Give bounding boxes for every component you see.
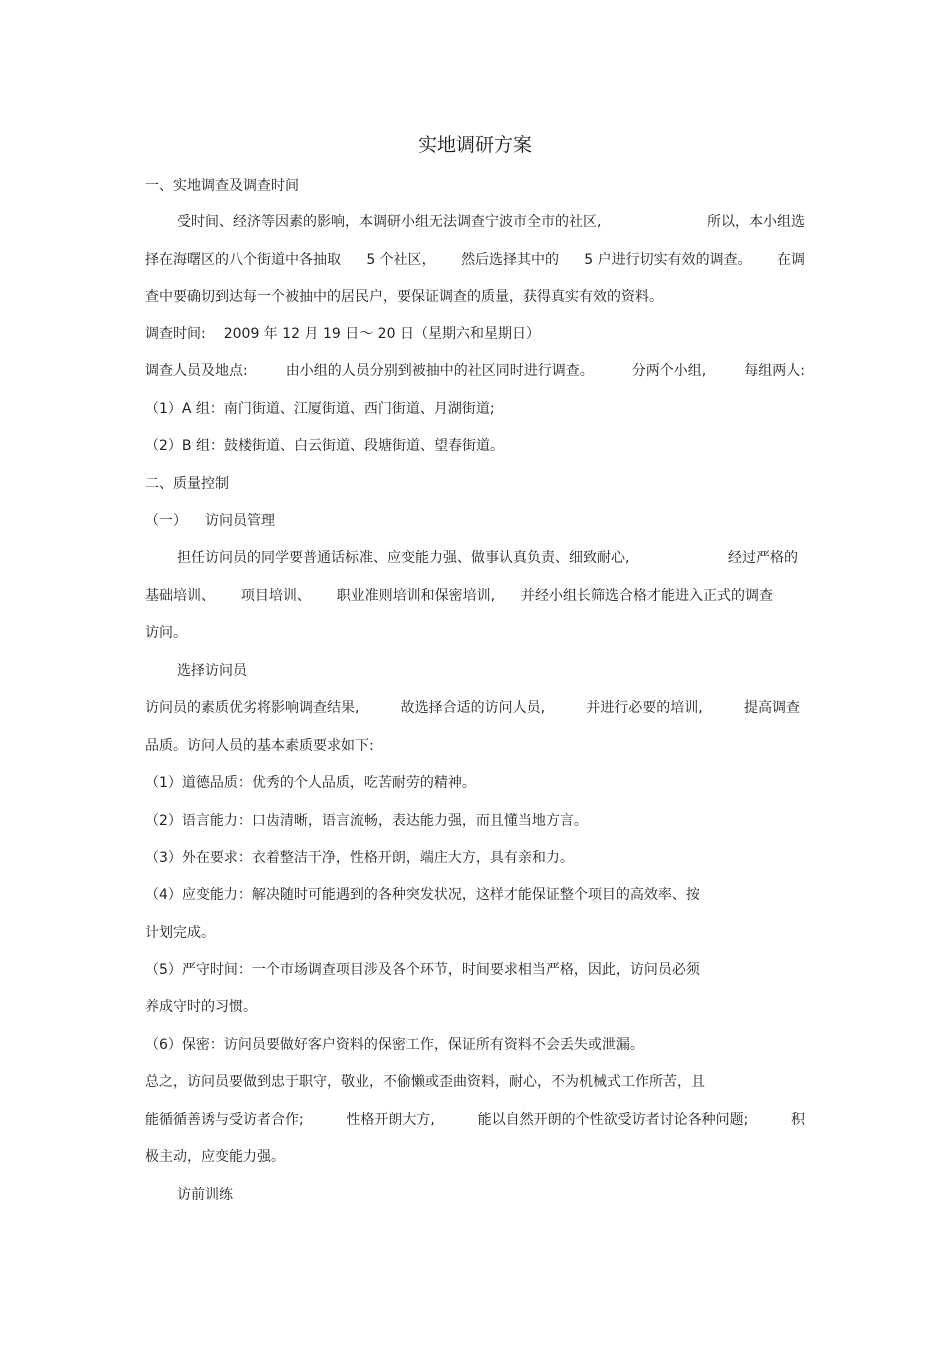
- survey-time: 调查时间: 2009 年 12 月 19 日～ 20 日（星期六和星期日）: [145, 326, 540, 342]
- paragraph-line: 择在海曙区的八个街道中各抽取 5 个社区， 然后选择其中的 5 户进行切实有效的调查。 在调: [145, 252, 805, 268]
- survey-staff-line: 调查人员及地点: 由小组的人员分别到被抽中的社区同时进行调查。 分两个小组, 每组两人:: [145, 363, 805, 379]
- paragraph-line: 访问员的素质优劣将影响调查结果, 故选择合适的访问人员, 并进行必要的培训, 提高调查: [145, 700, 800, 716]
- group-a: （1）A 组：南门街道、江厦街道、西门街道、月湖街道;: [145, 401, 495, 417]
- subsection-heading-select: 选择访问员: [177, 663, 247, 679]
- paragraph-line: 品质。访问人员的基本素质要求如下:: [145, 738, 374, 754]
- requirement-item: （1）道德品质：优秀的个人品质，吃苦耐劳的精神。: [145, 775, 476, 791]
- paragraph-line: 访问。: [145, 625, 187, 641]
- requirement-item: （6）保密：访问员要做好客户资料的保密工作，保证所有资料不会丢失或泄漏。: [145, 1037, 644, 1053]
- summary-line: 极主动，应变能力强。: [145, 1149, 285, 1165]
- summary-line: 总之，访问员要做到忠于职守，敬业，不偷懒或歪曲资料，耐心，不为机械式工作所苦，且: [145, 1074, 705, 1090]
- requirement-item: （5）严守时间：一个市场调查项目涉及各个环节，时间要求相当严格，因此，访问员必须: [145, 962, 700, 978]
- group-b: （2）B 组：鼓楼街道、白云街道、段塘街道、望春街道。: [145, 438, 504, 454]
- requirement-item: （4）应变能力：解决随时可能遇到的各种突发状况，这样才能保证整个项目的高效率、按: [145, 887, 700, 903]
- summary-line: 能循循善诱与受访者合作; 性格开朗大方, 能以自然开朗的个性欲受访者讨论各种问题; 积: [145, 1112, 805, 1128]
- paragraph-line: 基础培训、 项目培训、 职业准则培训和保密培训, 并经小组长筛选合格才能进入正式的调查: [145, 588, 773, 604]
- section-heading-1: 一、实地调查及调查时间: [145, 178, 299, 194]
- paragraph-line: 受时间、经济等因素的影响，本调研小组无法调查宁波市全市的社区, 所以，本小组选: [177, 214, 805, 230]
- subsection-heading-training: 访前训练: [177, 1187, 233, 1203]
- document-title: 实地调研方案: [417, 134, 532, 156]
- requirement-item-cont: 计划完成。: [145, 925, 215, 941]
- paragraph-line: 查中要确切到达每一个被抽中的居民户，要保证调查的质量，获得真实有效的资料。: [145, 289, 663, 305]
- subsection-heading: （一） 访问员管理: [145, 513, 275, 529]
- requirement-item-cont: 养成守时的习惯。: [145, 999, 257, 1015]
- section-heading-2: 二、质量控制: [145, 476, 229, 492]
- requirement-item: （3）外在要求：衣着整洁干净，性格开朗，端庄大方，具有亲和力。: [145, 850, 574, 866]
- paragraph-line: 担任访问员的同学要普通话标准、应变能力强、做事认真负责、细致耐心, 经过严格的: [177, 550, 798, 566]
- requirement-item: （2）语言能力：口齿清晰，语言流畅，表达能力强，而且懂当地方言。: [145, 813, 588, 829]
